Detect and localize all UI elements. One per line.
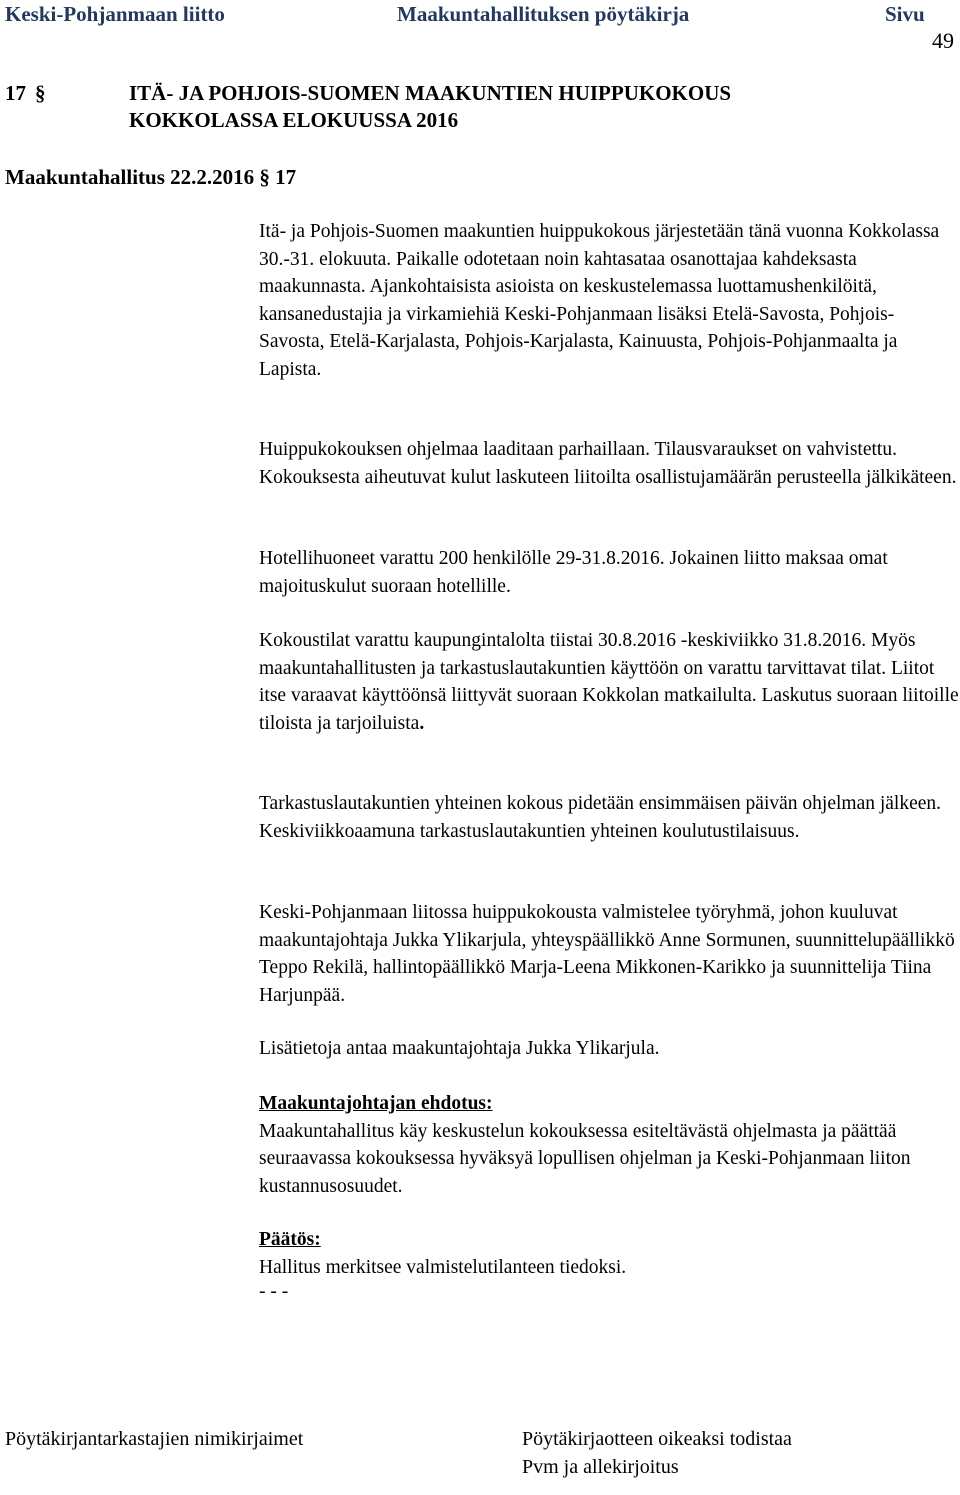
page-number: 49: [932, 28, 954, 53]
decision-section: [259, 1226, 959, 1303]
body-paragraph-5: [259, 790, 959, 845]
body-paragraph-6: [259, 899, 959, 1009]
paragraph-text: Kokoustilat varattu kaupungintalolta tiistai 30.8.2016 -keskiviikko 31.8.2016. Myös maakuntahallitusten ja tarkastuslautakuntien käyttöön on varattu tarvittavat tilat. Liitot itse varaavat käyttöönsä liittyvät suoraan Kokkolan matkailulta. Laskutus suoraan liitoille tiloista ja tarjoiluista: [259, 630, 959, 734]
organization-name: Keski-Pohjanmaan liitto: [5, 2, 225, 26]
meeting-reference-sign: §: [259, 165, 270, 189]
decision-heading: Päätös:: [259, 1229, 321, 1250]
footer-initials-label: Pöytäkirjantarkastajien nimikirjaimet: [5, 1428, 304, 1450]
section-title-line-2: KOKKOLASSA ELOKUUSSA 2016: [129, 108, 459, 132]
meeting-reference-number: 17: [275, 165, 297, 189]
section-title-line-1: ITÄ- JA POHJOIS-SUOMEN MAAKUNTIEN HUIPPUKOKOUS: [129, 81, 732, 105]
meeting-reference-text: Maakuntahallitus 22.2.2016: [5, 165, 255, 189]
proposal-section: [259, 1090, 959, 1200]
body-paragraph-7: [259, 1035, 959, 1063]
page-header: [0, 2, 960, 32]
paragraph-text: Huippukokouksen ohjelmaa laaditaan parhaillaan. Tilausvaraukset on vahvistettu. Kokouksesta aiheutuvat kulut laskuteen liitoilta osallistujamäärän perusteella jälkikäteen.: [259, 439, 957, 488]
footer-date-signature-label: Pvm ja allekirjoitus: [522, 1456, 679, 1478]
footer-certification-label: Pöytäkirjaotteen oikeaksi todistaa: [522, 1428, 792, 1450]
body-paragraph-4: [259, 627, 959, 737]
section-sign: §: [35, 81, 46, 105]
body-paragraph-3: [259, 545, 959, 600]
paragraph-text: Lisätietoja antaa maakuntajohtaja Jukka Ylikarjula.: [259, 1038, 660, 1059]
paragraph-text: Itä- ja Pohjois-Suomen maakuntien huippukokous järjestetään tänä vuonna Kokkolassa 30.-31. elokuuta. Paikalle odotetaan noin kahtasataa osanottajaa kahdeksasta maakunnasta. Ajankohtaisista asioista on keskustelemassa luottamushenkilöitä, kansanedustajia ja virkamiehiä Keski-Pohjanmaan lisäksi Etelä-Savosta, Pohjois-Savosta, Etelä-Karjalasta, Pohjois-Karjalasta, Kainuusta, Pohjois-Pohjanmaalta ja Lapista.: [259, 221, 940, 380]
proposal-heading: Maakuntajohtajan ehdotus:: [259, 1093, 493, 1114]
meeting-reference: [5, 165, 296, 190]
paragraph-text: Hotellihuoneet varattu 200 henkilölle 29-31.8.2016. Jokainen liitto maksaa omat majoituskulut suoraan hotellille.: [259, 548, 888, 597]
paragraph-end-period: .: [419, 712, 425, 734]
decision-end-mark: - - -: [259, 1281, 289, 1302]
decision-text: Hallitus merkitsee valmistelutilanteen tiedoksi.: [259, 1256, 627, 1278]
proposal-text: Maakuntahallitus käy keskustelun kokouksessa esiteltävästä ohjelmasta ja päättää seuraavassa kokouksessa hyväksyä lopullisen ohjelman ja Keski-Pohjanmaan liiton kustannusosuudet.: [259, 1120, 911, 1197]
paragraph-text: Keski-Pohjanmaan liitossa huippukokousta valmistelee työryhmä, johon kuuluvat maakuntajohtaja Jukka Ylikarjula, yhteyspäällikkö Anne Sormunen, suunnittelupäällikkö Teppo Rekilä, hallintopäällikkö Marja-Leena Mikkonen-Karikko ja suunnittelija Tiina Harjunpää.: [259, 902, 955, 1006]
section-number: 17: [5, 81, 26, 105]
body-paragraph-2: [259, 436, 959, 491]
body-paragraph-1: [259, 218, 959, 383]
page-label: Sivu: [885, 2, 925, 26]
paragraph-text: Tarkastuslautakuntien yhteinen kokous pidetään ensimmäisen päivän ohjelman jälkeen. Keskiviikkoaamuna tarkastuslautakuntien yhteinen koulutustilaisuus.: [259, 793, 942, 842]
document-title: Maakuntahallituksen pöytäkirja: [397, 2, 690, 26]
